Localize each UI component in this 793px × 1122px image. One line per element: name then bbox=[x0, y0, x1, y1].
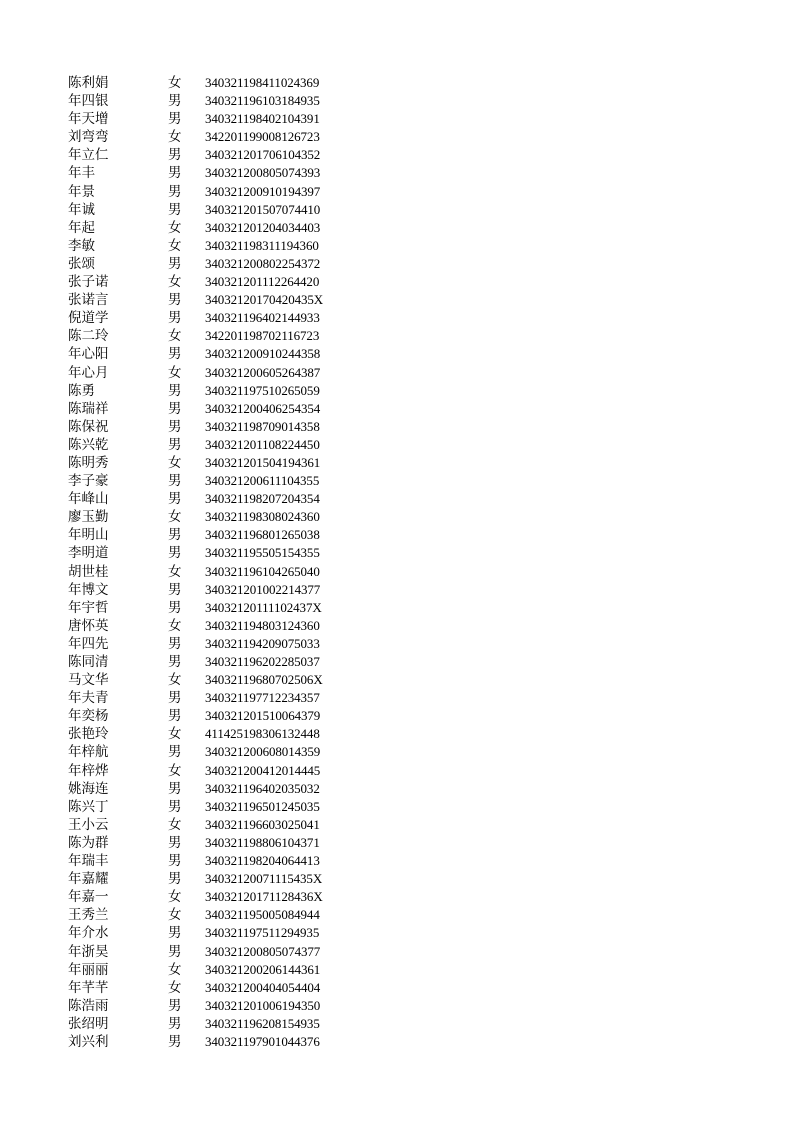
table-row bbox=[68, 164, 368, 182]
id-number-cell: 340321198709014358 bbox=[205, 418, 320, 434]
id-number-cell: 340321200412014445 bbox=[205, 762, 321, 778]
id-number-cell: 340321201510064379 bbox=[205, 708, 321, 724]
id-number-cell: 340321196208154935 bbox=[205, 1015, 320, 1031]
name-cell: 刘兴利 bbox=[68, 1033, 109, 1050]
name-cell: 年瑞丰 bbox=[68, 853, 109, 870]
name-cell: 陈兴丁 bbox=[68, 798, 109, 815]
table-row bbox=[68, 563, 368, 581]
id-number-cell: 34032119680702506X bbox=[205, 672, 323, 688]
gender-cell: 女 bbox=[168, 328, 182, 345]
name-cell: 年浙昊 bbox=[68, 943, 109, 960]
gender-cell: 男 bbox=[168, 943, 182, 960]
table-row bbox=[68, 454, 368, 472]
gender-cell: 女 bbox=[168, 889, 182, 906]
table-row bbox=[68, 780, 368, 798]
gender-cell: 女 bbox=[168, 129, 182, 146]
id-number-cell: 340321200805074393 bbox=[205, 165, 321, 181]
gender-cell: 男 bbox=[168, 635, 182, 652]
gender-cell: 女 bbox=[168, 274, 182, 291]
gender-cell: 男 bbox=[168, 581, 182, 598]
table-row bbox=[68, 508, 368, 526]
gender-cell: 男 bbox=[168, 93, 182, 110]
id-number-cell: 340321196801265038 bbox=[205, 527, 320, 543]
id-number-cell: 34032120111102437X bbox=[205, 599, 322, 615]
name-cell: 年心阳 bbox=[68, 346, 109, 363]
gender-cell: 女 bbox=[168, 364, 182, 381]
table-row bbox=[68, 725, 368, 743]
id-number-cell: 340321198806104371 bbox=[205, 834, 320, 850]
name-cell: 年奕杨 bbox=[68, 708, 109, 725]
table-row bbox=[68, 490, 368, 508]
gender-cell: 女 bbox=[168, 762, 182, 779]
id-number-cell: 340321196402144933 bbox=[205, 310, 320, 326]
name-cell: 年博文 bbox=[68, 581, 109, 598]
table-row bbox=[68, 418, 368, 436]
name-cell: 胡世桂 bbox=[68, 563, 109, 580]
name-cell: 年立仁 bbox=[68, 147, 109, 164]
table-row bbox=[68, 671, 368, 689]
gender-cell: 男 bbox=[168, 654, 182, 670]
gender-cell: 男 bbox=[168, 527, 182, 544]
name-cell: 倪道学 bbox=[68, 310, 109, 327]
name-cell: 陈保祝 bbox=[68, 418, 109, 435]
name-cell: 年梓烨 bbox=[68, 762, 109, 779]
table-row bbox=[68, 635, 368, 653]
id-number-cell: 340321200802254372 bbox=[205, 255, 321, 271]
gender-cell: 男 bbox=[168, 183, 182, 200]
table-row bbox=[68, 345, 368, 363]
name-cell: 王秀兰 bbox=[68, 907, 109, 924]
gender-cell: 女 bbox=[168, 672, 182, 689]
table-row bbox=[68, 816, 368, 834]
table-row bbox=[68, 653, 368, 671]
gender-cell: 女 bbox=[168, 563, 182, 580]
table-row bbox=[68, 400, 368, 418]
gender-cell: 男 bbox=[168, 346, 182, 363]
name-cell: 年心月 bbox=[68, 364, 109, 381]
name-cell: 年起 bbox=[68, 219, 95, 236]
table-row bbox=[68, 798, 368, 816]
name-cell: 年诚 bbox=[68, 201, 95, 218]
gender-cell: 男 bbox=[168, 925, 182, 942]
name-cell: 陈浩雨 bbox=[68, 997, 109, 1014]
id-number-cell: 340321200404054404 bbox=[205, 979, 321, 995]
name-cell: 陈兴乾 bbox=[68, 436, 109, 453]
id-number-cell: 340321200910194397 bbox=[205, 183, 321, 199]
table-row bbox=[68, 961, 368, 979]
gender-cell: 男 bbox=[168, 599, 182, 616]
name-cell: 陈瑞祥 bbox=[68, 400, 109, 417]
id-number-cell: 340321200805074377 bbox=[205, 943, 321, 959]
id-number-cell: 340321201112264420 bbox=[205, 274, 320, 290]
id-number-cell: 340321196501245035 bbox=[205, 798, 320, 814]
id-number-cell: 340321200206144361 bbox=[205, 961, 321, 977]
gender-cell: 男 bbox=[168, 418, 182, 435]
id-number-cell: 340321196202285037 bbox=[205, 654, 320, 669]
name-cell: 陈勇 bbox=[68, 382, 95, 399]
id-number-cell: 340321197901044376 bbox=[205, 1033, 320, 1049]
name-cell: 张诺言 bbox=[68, 292, 109, 309]
id-number-cell: 411425198306132448 bbox=[205, 726, 320, 742]
name-cell: 张艳玲 bbox=[68, 726, 109, 743]
name-cell: 年嘉耀 bbox=[68, 871, 109, 888]
table-row bbox=[68, 255, 368, 273]
id-number-cell: 340321194803124360 bbox=[205, 617, 320, 633]
table-row bbox=[68, 110, 368, 128]
name-cell: 年丰 bbox=[68, 165, 95, 182]
gender-cell: 女 bbox=[168, 219, 182, 236]
id-number-cell: 340321197712234357 bbox=[205, 690, 320, 706]
id-number-cell: 340321194209075033 bbox=[205, 635, 320, 651]
name-cell: 张绍明 bbox=[68, 1015, 109, 1032]
table-row bbox=[68, 183, 368, 201]
name-cell: 廖玉勤 bbox=[68, 509, 109, 526]
gender-cell: 女 bbox=[168, 816, 182, 833]
table-row bbox=[68, 979, 368, 997]
gender-cell: 女 bbox=[168, 509, 182, 526]
gender-cell: 男 bbox=[168, 436, 182, 453]
id-number-cell: 340321201204034403 bbox=[205, 219, 321, 235]
id-number-cell: 340321196402035032 bbox=[205, 780, 320, 796]
id-number-cell: 340321201006194350 bbox=[205, 997, 321, 1013]
table-row bbox=[68, 92, 368, 110]
id-number-cell: 340321198308024360 bbox=[205, 509, 320, 525]
table-row bbox=[68, 707, 368, 725]
id-number-cell: 340321200910244358 bbox=[205, 346, 321, 362]
gender-cell: 男 bbox=[168, 708, 182, 725]
id-number-cell: 340321201504194361 bbox=[205, 454, 321, 470]
gender-cell: 男 bbox=[168, 111, 182, 128]
table-row bbox=[68, 291, 368, 309]
id-number-cell: 340321196603025041 bbox=[205, 816, 320, 832]
table-row bbox=[68, 581, 368, 599]
name-cell: 年峰山 bbox=[68, 491, 109, 508]
table-row bbox=[68, 146, 368, 164]
table-row bbox=[68, 617, 368, 635]
id-number-cell: 340321201706104352 bbox=[205, 147, 321, 163]
gender-cell: 男 bbox=[168, 690, 182, 707]
name-cell: 唐怀英 bbox=[68, 617, 109, 634]
id-number-cell: 34032120071115435X bbox=[205, 871, 323, 887]
name-cell: 王小云 bbox=[68, 816, 109, 833]
gender-cell: 男 bbox=[168, 834, 182, 851]
table-row bbox=[68, 689, 368, 707]
table-row bbox=[68, 997, 368, 1015]
gender-cell: 男 bbox=[168, 292, 182, 309]
gender-cell: 男 bbox=[168, 744, 182, 761]
id-number-cell: 340321200406254354 bbox=[205, 400, 321, 416]
table-row bbox=[68, 472, 368, 490]
gender-cell: 男 bbox=[168, 473, 182, 490]
gender-cell: 女 bbox=[168, 454, 182, 471]
gender-cell: 男 bbox=[168, 1033, 182, 1050]
name-cell: 年宇哲 bbox=[68, 599, 109, 616]
name-cell: 年景 bbox=[68, 183, 95, 200]
table-row bbox=[68, 273, 368, 291]
table-row bbox=[68, 852, 368, 870]
name-cell: 陈明秀 bbox=[68, 454, 109, 471]
table-row bbox=[68, 870, 368, 888]
name-cell: 年四银 bbox=[68, 93, 109, 110]
id-number-cell: 340321201108224450 bbox=[205, 436, 320, 452]
id-number-cell: 340321197511294935 bbox=[205, 925, 320, 941]
gender-cell: 男 bbox=[168, 165, 182, 182]
table-row bbox=[68, 924, 368, 942]
table-row bbox=[68, 888, 368, 906]
gender-cell: 男 bbox=[168, 997, 182, 1014]
name-cell: 陈同清 bbox=[68, 654, 109, 670]
name-cell: 年介水 bbox=[68, 925, 109, 942]
table-row bbox=[68, 382, 368, 400]
table-row bbox=[68, 834, 368, 852]
name-cell: 年天增 bbox=[68, 111, 109, 128]
table-row bbox=[68, 327, 368, 345]
table-row bbox=[68, 237, 368, 255]
id-number-cell: 340321200605264387 bbox=[205, 364, 321, 380]
name-cell: 姚海连 bbox=[68, 780, 109, 797]
name-cell: 年梓航 bbox=[68, 744, 109, 761]
table-row bbox=[68, 201, 368, 219]
table-row bbox=[68, 762, 368, 780]
gender-cell: 女 bbox=[168, 75, 182, 91]
gender-cell: 女 bbox=[168, 617, 182, 634]
table-row bbox=[68, 526, 368, 544]
name-cell: 年芊芊 bbox=[68, 979, 109, 996]
id-number-cell: 340321198204064413 bbox=[205, 853, 320, 869]
gender-cell: 男 bbox=[168, 853, 182, 870]
table-row bbox=[68, 436, 368, 454]
gender-cell: 男 bbox=[168, 871, 182, 888]
id-number-cell: 340321195005084944 bbox=[205, 907, 320, 923]
gender-cell: 男 bbox=[168, 147, 182, 164]
roster-table bbox=[68, 74, 368, 1051]
gender-cell: 男 bbox=[168, 780, 182, 797]
gender-cell: 男 bbox=[168, 382, 182, 399]
gender-cell: 女 bbox=[168, 961, 182, 978]
id-number-cell: 340321197510265059 bbox=[205, 382, 320, 398]
gender-cell: 女 bbox=[168, 907, 182, 924]
table-row bbox=[68, 906, 368, 924]
name-cell: 马文华 bbox=[68, 672, 109, 689]
id-number-cell: 340321196103184935 bbox=[205, 93, 320, 109]
name-cell: 李明道 bbox=[68, 545, 109, 562]
id-number-cell: 340321201507074410 bbox=[205, 201, 321, 217]
name-cell: 年丽丽 bbox=[68, 961, 109, 978]
table-row bbox=[68, 364, 368, 382]
table-row bbox=[68, 599, 368, 617]
name-cell: 陈二玲 bbox=[68, 328, 109, 345]
name-cell: 陈利娟 bbox=[68, 75, 109, 91]
gender-cell: 男 bbox=[168, 798, 182, 815]
name-cell: 年明山 bbox=[68, 527, 109, 544]
table-row bbox=[68, 128, 368, 146]
id-number-cell: 340321198311194360 bbox=[205, 237, 319, 253]
name-cell: 张子诺 bbox=[68, 274, 109, 291]
name-cell: 年嘉一 bbox=[68, 889, 109, 906]
gender-cell: 女 bbox=[168, 237, 182, 254]
gender-cell: 男 bbox=[168, 545, 182, 562]
table-row bbox=[68, 544, 368, 562]
id-number-cell: 34032120171128436X bbox=[205, 889, 323, 905]
name-cell: 年四先 bbox=[68, 635, 109, 652]
id-number-cell: 340321198411024369 bbox=[205, 75, 320, 90]
table-row bbox=[68, 219, 368, 237]
name-cell: 李敏 bbox=[68, 237, 95, 254]
table-row bbox=[68, 74, 368, 92]
name-cell: 陈为群 bbox=[68, 834, 109, 851]
id-number-cell: 342201199008126723 bbox=[205, 129, 320, 145]
name-cell: 年夫青 bbox=[68, 690, 109, 707]
gender-cell: 男 bbox=[168, 491, 182, 508]
id-number-cell: 340321195505154355 bbox=[205, 545, 320, 561]
gender-cell: 男 bbox=[168, 400, 182, 417]
id-number-cell: 340321196104265040 bbox=[205, 563, 320, 579]
id-number-cell: 340321198402104391 bbox=[205, 111, 320, 127]
gender-cell: 男 bbox=[168, 255, 182, 272]
id-number-cell: 340321200611104355 bbox=[205, 473, 320, 489]
gender-cell: 男 bbox=[168, 201, 182, 218]
table-row bbox=[68, 743, 368, 761]
table-row bbox=[68, 943, 368, 961]
gender-cell: 女 bbox=[168, 979, 182, 996]
table-row bbox=[68, 309, 368, 327]
id-number-cell: 34032120170420435X bbox=[205, 292, 324, 308]
table-row bbox=[68, 1015, 368, 1033]
gender-cell: 女 bbox=[168, 726, 182, 743]
name-cell: 张颂 bbox=[68, 255, 95, 272]
gender-cell: 男 bbox=[168, 310, 182, 327]
gender-cell: 男 bbox=[168, 1015, 182, 1032]
id-number-cell: 340321201002214377 bbox=[205, 581, 321, 597]
name-cell: 李子豪 bbox=[68, 473, 109, 490]
id-number-cell: 340321198207204354 bbox=[205, 491, 320, 507]
id-number-cell: 342201198702116723 bbox=[205, 328, 320, 344]
id-number-cell: 340321200608014359 bbox=[205, 744, 321, 760]
name-cell: 刘弯弯 bbox=[68, 129, 109, 146]
table-row bbox=[68, 1033, 368, 1051]
